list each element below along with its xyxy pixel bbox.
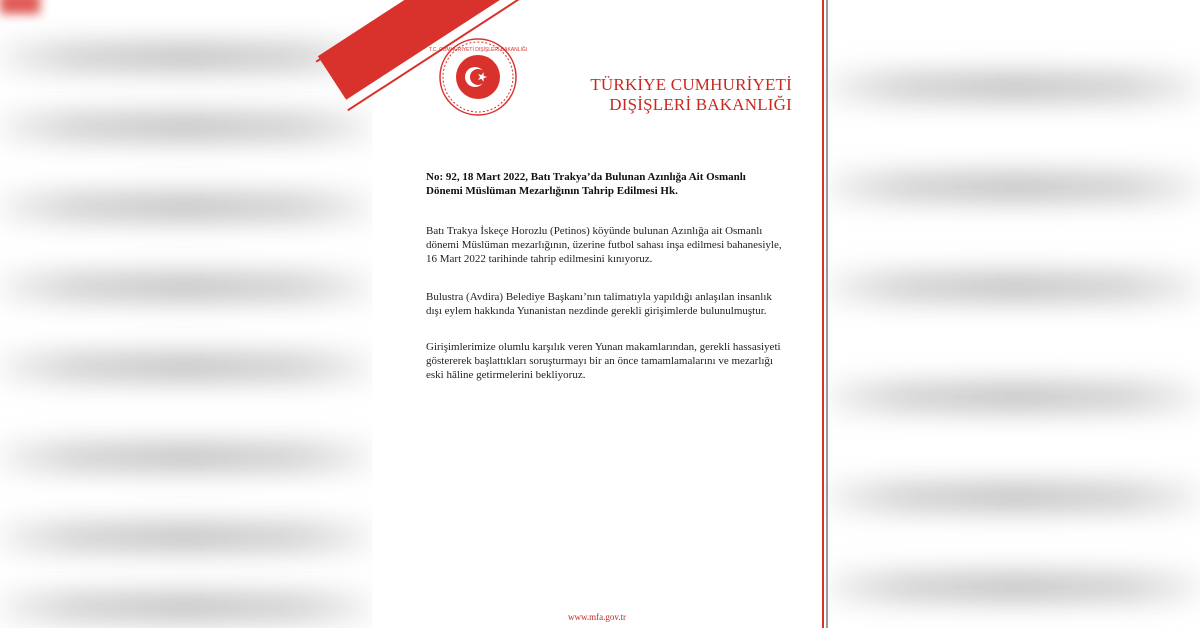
blurred-line: [0, 440, 372, 474]
ministry-emblem-icon: [428, 38, 528, 116]
paragraph-line: 16 Mart 2022 tarihinde tahrip edilmesini kınıyoruz.: [426, 253, 653, 265]
red-frame-line: [822, 0, 824, 628]
paragraph-line: göstererek başlattıkları soruşturmayı bir an önce tamamlamalarını ve mezarlığı: [426, 355, 773, 367]
paragraph-line: dışı eylem hakkında Yunanistan nezdinde gerekli girişimlerde bulunulmuştur.: [426, 305, 767, 317]
paragraph-line: Girişimlerimize olumlu karşılık veren Yunan makamlarından, gerekli hassasiyeti: [426, 341, 781, 353]
blurred-line: [0, 40, 372, 74]
blurred-line: [828, 570, 1200, 604]
ministry-line-2: DIŞİŞLERİ BAKANLIĞI: [609, 95, 792, 114]
footer-url[interactable]: www.mfa.gov.tr: [567, 612, 627, 622]
paragraph-line: eski hâline getirmelerini bekliyoruz.: [426, 369, 586, 381]
blurred-line: [0, 110, 372, 144]
blurred-line: [828, 270, 1200, 304]
paragraph-3: [426, 340, 788, 382]
blurred-line: [828, 170, 1200, 204]
gray-frame-line: [826, 0, 828, 628]
paragraph-line: Bulustra (Avdira) Belediye Başkanı’nın talimatıyla yapıldığı anlaşılan insanlık: [426, 291, 772, 303]
blurred-line: [0, 270, 372, 304]
blurred-line: [0, 350, 372, 384]
blurred-background-left: [0, 0, 372, 628]
ministry-line-1: TÜRKİYE CUMHURİYETİ: [590, 75, 792, 94]
title-line: Dönemi Müslüman Mezarlığının Tahrip Edilmesi Hk.: [426, 185, 678, 197]
paragraph-1: [426, 224, 788, 266]
emblem-text: T.C. CUMHURİYETİ DIŞİŞLERİ BAKANLIĞI: [428, 47, 528, 53]
press-release-page: [372, 0, 822, 628]
blurred-line: [0, 520, 372, 554]
blurred-ribbon-fragment: [0, 0, 40, 14]
blurred-background-right: [828, 0, 1200, 628]
blurred-line: [828, 70, 1200, 104]
blurred-line: [828, 480, 1200, 514]
blurred-line: [0, 590, 372, 624]
blurred-line: [0, 190, 372, 224]
blurred-line: [828, 380, 1200, 414]
ministry-name: [590, 75, 792, 115]
paragraph-line: Batı Trakya İskeçe Horozlu (Petinos) köyünde bulunan Azınlığa ait Osmanlı: [426, 225, 763, 237]
press-release-title: [426, 170, 782, 198]
paragraph-line: dönemi Müslüman mezarlığının, üzerine futbol sahası inşa edilmesi bahanesiyle,: [426, 239, 782, 251]
title-line: No: 92, 18 Mart 2022, Batı Trakya’da Bulunan Azınlığa Ait Osmanlı: [426, 171, 746, 183]
paragraph-2: [426, 290, 788, 318]
